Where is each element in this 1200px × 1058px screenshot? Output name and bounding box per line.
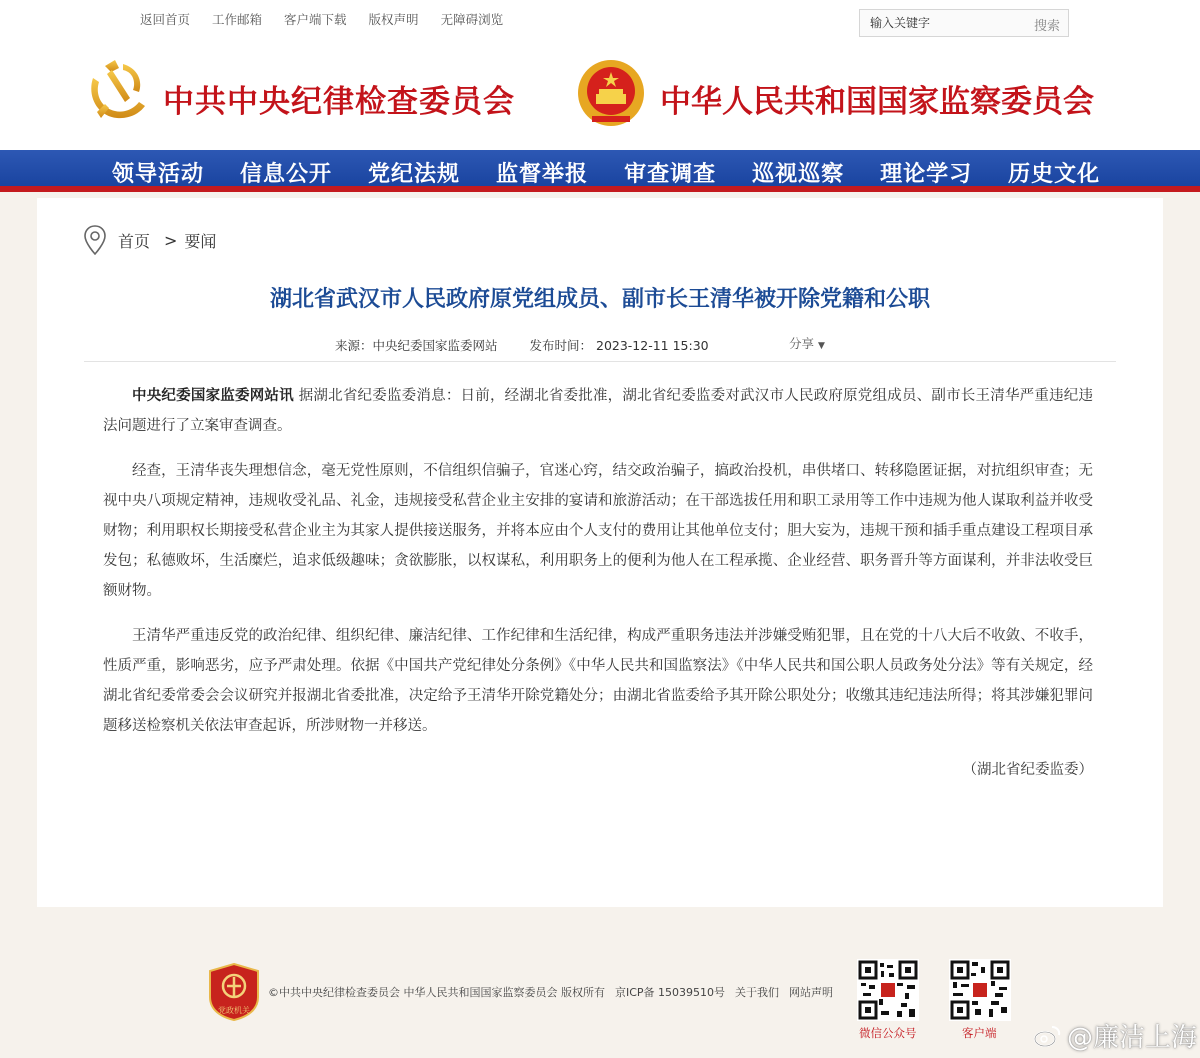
nav-theory[interactable]: 理论学习 — [880, 161, 973, 187]
footer-copyright: ©中共中央纪律检查委员会 中华人民共和国国家监察委员会 版权所有 — [268, 986, 605, 999]
paragraph-1-text: 据湖北省纪委监委消息：日前，经湖北省委批准，湖北省纪委监委对武汉市人民政府原党组成员、副市长王清华严重违纪违法问题进行了立案审查调查。 — [103, 388, 1094, 434]
nav-history[interactable]: 历史文化 — [1008, 161, 1101, 187]
breadcrumb-separator: > — [164, 230, 178, 250]
search-input[interactable] — [860, 10, 1020, 36]
article-body — [103, 381, 1093, 756]
article-byline: （湖北省纪委监委） — [962, 762, 1093, 778]
cpc-commission-title[interactable]: 中共中央纪律检查委员会 — [163, 84, 515, 120]
client-qr-label: 客户端 — [962, 1026, 997, 1040]
work-mail-link[interactable]: 工作邮箱 — [212, 12, 263, 27]
site-header — [0, 0, 1200, 150]
article-time: 发布时间： 2023-12-11 15:30 — [529, 338, 709, 353]
share-button[interactable] — [789, 334, 825, 352]
nav-inspection[interactable]: 巡视巡察 — [752, 161, 845, 187]
nav-info-disclosure[interactable]: 信息公开 — [240, 161, 333, 187]
breadcrumb — [84, 225, 216, 255]
site-footer — [0, 907, 1200, 1058]
wechat-qr-icon — [857, 959, 919, 1021]
search-button[interactable]: 搜索 — [1033, 19, 1060, 34]
breadcrumb-current[interactable]: 要闻 — [184, 231, 217, 251]
breadcrumb-home[interactable]: 首页 — [118, 231, 151, 251]
footer-icp[interactable]: 京ICP备 15039510号 — [615, 986, 726, 999]
top-links — [140, 10, 503, 28]
article-title: 湖北省武汉市人民政府原党组成员、副市长王清华被开除党籍和公职 — [269, 287, 930, 312]
weibo-icon — [1033, 1024, 1061, 1048]
gov-badge-icon[interactable] — [209, 963, 259, 1021]
accessibility-link[interactable]: 无障碍浏览 — [440, 12, 504, 27]
supervision-commission-title[interactable]: 中华人民共和国国家监察委员会 — [660, 84, 1094, 120]
article-source: 来源：中央纪委国家监委网站 — [335, 338, 498, 353]
main-nav — [0, 150, 1200, 192]
nav-investigation[interactable]: 审查调查 — [624, 161, 717, 187]
copyright-link[interactable]: 版权声明 — [368, 12, 419, 27]
article-lead: 中央纪委国家监委网站讯 — [132, 388, 294, 404]
footer-links — [268, 984, 833, 1000]
watermark — [1033, 1017, 1197, 1054]
party-emblem-icon[interactable] — [85, 58, 149, 124]
client-download-link[interactable]: 客户端下载 — [284, 12, 347, 27]
share-label: 分享 — [789, 336, 815, 351]
footer-statement[interactable]: 网站声明 — [789, 986, 834, 999]
client-qr-icon — [949, 959, 1011, 1021]
footer-about[interactable]: 关于我们 — [735, 986, 780, 999]
divider — [84, 361, 1116, 362]
nav-regulations[interactable]: 党纪法规 — [368, 161, 461, 187]
location-pin-icon — [84, 225, 106, 255]
wechat-qr-label: 微信公众号 — [859, 1026, 917, 1040]
paragraph-2: 经查，王清华丧失理想信念，毫无党性原则，不信组织信骗子，官迷心窍，结交政治骗子，搞政治投机，串供堵口、转移隐匿证据，对抗组织审查；无视中央八项规定精神，违规收受礼品、礼金，违规接受私营企业主安排的宴请和旅游活动；在干部选拔任用和职工录用等工作中违规为他人谋取利益并收受财物；利用职权长期接受私营企业主为其家人提供接送服务，并将本应由个人支付的费用让其他单位支付；胆大妄为，违规干预和插手重点建设工程项目承发包；私德败坏，生活糜烂，追求低级趣味；贪欲膨胀，以权谋私，利用职务上的便利为他人在工程承揽、企业经营、职务晋升等方面谋利，并非法收受巨额财物。 — [103, 463, 1093, 599]
search-box — [859, 9, 1069, 37]
article-meta — [335, 336, 709, 354]
nav-leadership[interactable]: 领导活动 — [112, 161, 205, 187]
badge-text: 党政机关 — [218, 1006, 250, 1015]
watermark-text: @廉洁上海 — [1067, 1023, 1198, 1053]
article-container — [37, 198, 1163, 907]
paragraph-3: 王清华严重违反党的政治纪律、组织纪律、廉洁纪律、工作纪律和生活纪律，构成严重职务违法并涉嫌受贿犯罪，且在党的十八大后不收敛、不收手，性质严重，影响恶劣，应予严肃处理。依据《中国共产党纪律处分条例》《中华人民共和国监察法》《中华人民共和国公职人员政务处分法》等有关规定，经湖北省纪委常委会会议研究并报湖北省委批准，决定给予王清华开除党籍处分；由湖北省监委给予其开除公职处分；收缴其违纪违法所得；将其涉嫌犯罪问题移送检察机关依法审查起诉，所涉财物一并移送。 — [103, 628, 1093, 734]
paragraph-1 — [103, 381, 1093, 441]
home-link[interactable]: 返回首页 — [140, 12, 191, 27]
nav-report[interactable]: 监督举报 — [496, 161, 589, 187]
chevron-down-icon: ▼ — [818, 341, 825, 351]
national-emblem-icon[interactable] — [576, 58, 646, 128]
